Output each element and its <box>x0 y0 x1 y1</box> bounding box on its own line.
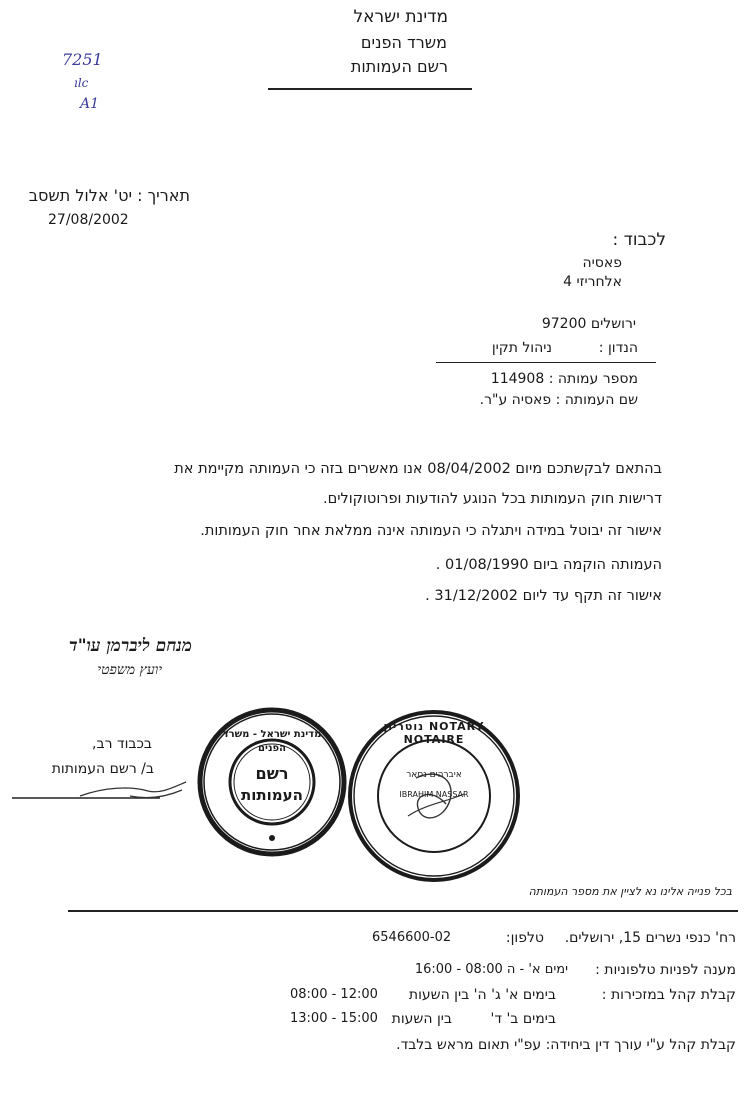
contact-phone-label: טלפון: <box>505 930 544 946</box>
closing-regards: בכבוד רב, <box>92 736 152 752</box>
subject-label: הנדון : <box>598 340 638 356</box>
reception-hours-1: 08:00 - 12:00 <box>290 987 378 1002</box>
phone-hours: ימים א' - ה 08:00 - 16:00 <box>414 962 568 977</box>
signatory-title: יועץ משפטי <box>97 662 162 678</box>
body-line-3: אישור זה יבוטל במידה ויתגלה כי העמותה אינה ממלאת אחר חוק העמותות. <box>200 523 662 539</box>
footer-rule <box>68 910 738 912</box>
recipient-street: אלחריזי 4 <box>563 274 622 290</box>
header-rule <box>268 88 472 90</box>
notary-stamp <box>346 708 522 884</box>
phone-hours-label: מענה לפניות טלפוניות : <box>595 962 736 978</box>
registrar-stamp <box>196 706 348 858</box>
contact-phone: 6546600-02 <box>372 930 452 945</box>
notary-stamp-outer-text: נוטריון NOTARY NOTAIRE <box>383 720 485 746</box>
handwritten-signature <box>10 772 210 812</box>
header-state: מדינת ישראל <box>353 7 448 27</box>
recipient-city: ירושלים 97200 <box>541 316 636 332</box>
reception-hours-2: 13:00 - 15:00 <box>290 1011 378 1026</box>
handwritten-note-mark: ılc <box>74 76 89 90</box>
body-line-5: אישור זה תקף עד ליום 31/12/2002 . <box>425 588 662 604</box>
body-line-4: העמותה הוקמה ביום 01/08/1990 . <box>435 557 662 573</box>
body-line-2: דרישות חוק העמותות בכל הנוגע להודעות ופרוטוקולים. <box>323 491 662 507</box>
registrar-stamp-outer-text: מדינת ישראל - משרד הפנים <box>222 729 322 754</box>
subject-underline <box>436 362 656 363</box>
handwritten-note-initials: A1 <box>80 96 100 112</box>
notary-stamp-name-hebrew: איברהים נסאר <box>406 770 462 780</box>
header-ministry: משרד הפנים <box>360 33 447 52</box>
reception-days-2: בימים ב' ד' <box>490 1011 556 1027</box>
reception-days-1: בימים א' ג' ה' בין השעות <box>408 987 556 1003</box>
lawyer-reception: קבלת קהל ע"י עורך דין ביחידה: עפ"י תאום מראש בלבד. <box>396 1037 736 1053</box>
recipient-name: פאסיה <box>582 255 622 271</box>
body-line-1: בהתאם לבקשתכם מיום 08/04/2002 אנו מאשרים בזה כי העמותה מקיימת את <box>174 461 662 477</box>
reception-label: קבלת קהל במזכירות : <box>601 987 736 1003</box>
association-number: מספר עמותה : 114908 <box>490 371 638 387</box>
closing-registrar: ב/ רשם העמותות <box>51 761 154 777</box>
registrar-stamp-title: רשם <box>255 764 289 783</box>
handwritten-note-number: 7251 <box>62 50 103 69</box>
registrar-stamp-subtitle: העמותות <box>241 786 303 804</box>
contact-address: רח' כנפי נשרים 15, ירושלים. <box>564 930 736 946</box>
date-hebrew: תאריך : יט' אלול תשסב <box>28 186 190 205</box>
signatory-name: מנחם ליברמן עו"ד <box>68 636 192 656</box>
date-gregorian: 27/08/2002 <box>48 212 129 228</box>
subject-value: ניהול תקין <box>491 340 552 356</box>
footer-note: בכל פנייה אלינו נא לציין את מספר העמותה <box>528 885 732 898</box>
recipient-salutation: לכבוד : <box>612 230 666 250</box>
header-registrar: רשם העמותות <box>350 57 448 76</box>
association-name: שם העמותה : פאסיה ע"ר. <box>479 392 638 408</box>
reception-between-2: בין השעות <box>391 1011 452 1027</box>
notary-stamp-name-latin: IBRAHIM NASSAR <box>399 790 469 799</box>
